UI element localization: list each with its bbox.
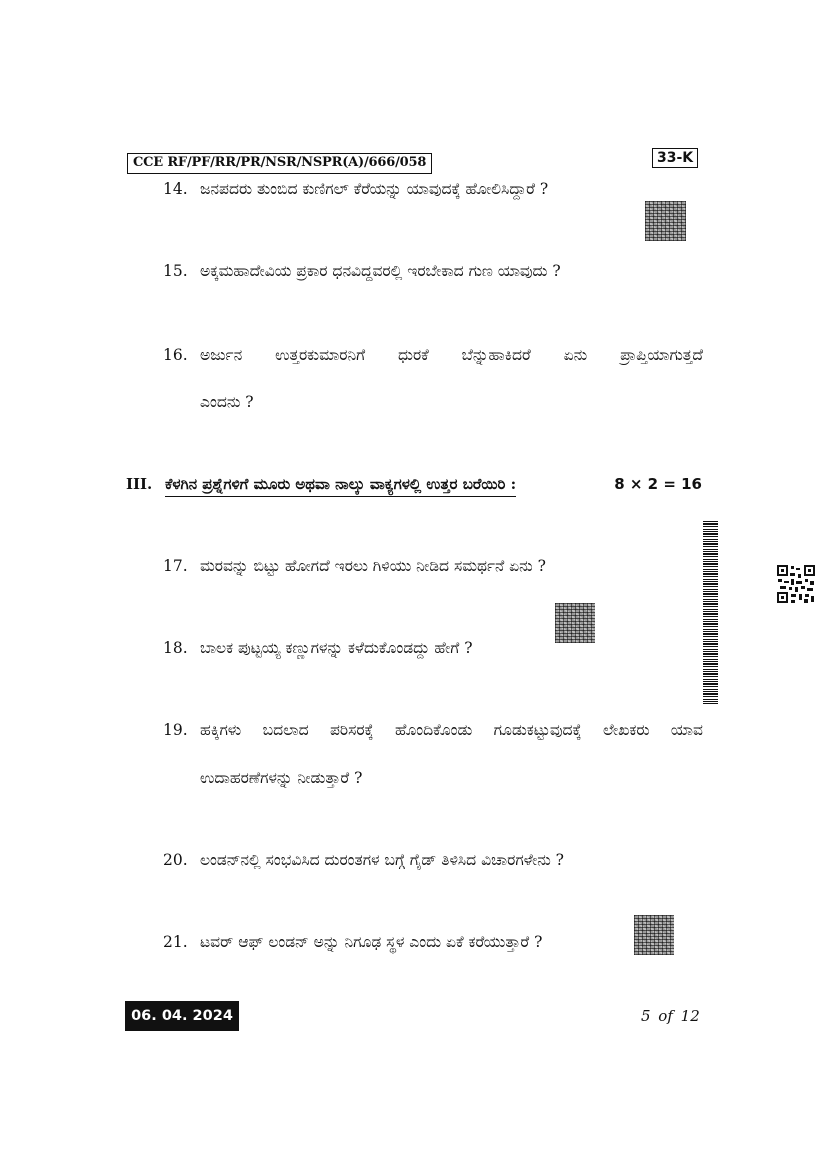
question-text-line-1 <box>200 719 703 741</box>
question-19 <box>163 719 703 741</box>
question-19-line-2: ಉದಾಹರಣೆಗಳನ್ನು ನೀಡುತ್ತಾರೆ ? <box>200 769 363 787</box>
section-marks: 8 × 2 = 16 <box>614 475 702 493</box>
section-title: ಕೆಳಗಿನ ಪ್ರಶ್ನೆಗಳಿಗೆ ಮೂರು ಅಥವಾ ನಾಲ್ಕು ವಾಕ್ಯಗಳಲ್ಲಿ ಉತ್ತರ ಬರೆಯಿರಿ : <box>165 475 516 497</box>
question-number: 15. <box>163 262 188 280</box>
question-number: 20. <box>163 851 188 869</box>
question-16-line-2: ಎಂದನು ? <box>200 393 254 411</box>
question-text: ಅಕ್ಕಮಹಾದೇವಿಯ ಪ್ರಕಾರ ಧನವಿದ್ದವರಲ್ಲಿ ಇರಬೇಕಾದ ಗುಣ ಯಾವುದು ? <box>200 262 561 280</box>
section-heading <box>126 473 702 495</box>
question-number: 21. <box>163 933 188 951</box>
question-number: 16. <box>163 346 188 364</box>
question-text: ಬಾಲಕ ಪುಟ್ಟಯ್ಯ ಕಣ್ಣುಗಳನ್ನು ಕಳೆದುಕೊಂಡದ್ದು ಹೇಗೆ ? <box>200 639 473 657</box>
question-text: ಟವರ್ ಆಫ್ ಲಂಡನ್ ಅನ್ನು ನಿಗೂಢ ಸ್ಥಳ ಎಂದು ಏಕೆ ಕರೆಯುತ್ತಾರೆ ? <box>200 933 543 951</box>
exam-date: 06. 04. 2024 <box>125 1001 239 1031</box>
word: ಪರಿಸರಕ್ಕೆ <box>330 721 374 739</box>
question-15 <box>163 260 703 282</box>
word: ಅರ್ಜುನ <box>200 346 243 364</box>
question-14 <box>163 178 703 200</box>
qr-code-icon <box>776 564 816 604</box>
question-number: 14. <box>163 180 188 198</box>
page-number: 5 of 12 <box>641 1007 700 1025</box>
word: ಬದಲಾದ <box>262 721 309 739</box>
watermark-qr-icon <box>645 201 686 241</box>
word: ಯಾವ <box>670 721 703 739</box>
word: ಗೂಡುಕಟ್ಟುವುದಕ್ಕೆ <box>493 721 582 739</box>
word: ಧುರಕೆ <box>398 346 429 364</box>
word: ಲೇಖಕರು <box>602 721 650 739</box>
question-number: 17. <box>163 557 188 575</box>
question-number: 18. <box>163 639 188 657</box>
paper-code-badge: 33-K <box>652 148 698 168</box>
question-text: ಮರವನ್ನು ಬಿಟ್ಟು ಹೋಗದೆ ಇರಲು ಗಿಳಿಯು ನೀಡಿದ ಸಮರ್ಥನೆ ಏನು ? <box>200 557 546 575</box>
watermark-qr-icon <box>634 915 674 955</box>
question-text: ಲಂಡನ್‌ನಲ್ಲಿ ಸಂಭವಿಸಿದ ದುರಂತಗಳ ಬಗ್ಗೆ ಗೈಡ್ ತಿಳಿಸಿದ ವಿಚಾರಗಳೇನು ? <box>200 851 564 869</box>
question-20 <box>163 849 703 871</box>
barcode-icon <box>703 521 718 704</box>
question-text: ಜನಪದರು ತುಂಬಿದ ಕುಣಿಗಲ್ ಕೆರೆಯನ್ನು ಯಾವುದಕ್ಕೆ ಹೋಲಿಸಿದ್ದಾರೆ ? <box>200 180 549 198</box>
word: ಉತ್ತರಕುಮಾರನಿಗೆ <box>275 346 366 364</box>
word: ಪ್ರಾಪ್ತಿಯಾಗುತ್ತದೆ <box>620 346 703 364</box>
section-number: III. <box>126 475 153 493</box>
word: ಏನು <box>563 346 588 364</box>
question-text-line-1 <box>200 344 703 366</box>
question-17 <box>163 555 703 577</box>
word: ಬೆನ್ನುಹಾಕಿದರೆ <box>461 346 531 364</box>
question-16 <box>163 344 703 366</box>
word: ಹಕ್ಕಿಗಳು <box>200 721 242 739</box>
exam-code: CCE RF/PF/RR/PR/NSR/NSPR(A)/666/058 <box>127 153 432 174</box>
question-18 <box>163 637 703 659</box>
question-21 <box>163 931 703 953</box>
word: ಹೊಂದಿಕೊಂಡು <box>395 721 473 739</box>
question-number: 19. <box>163 721 188 739</box>
